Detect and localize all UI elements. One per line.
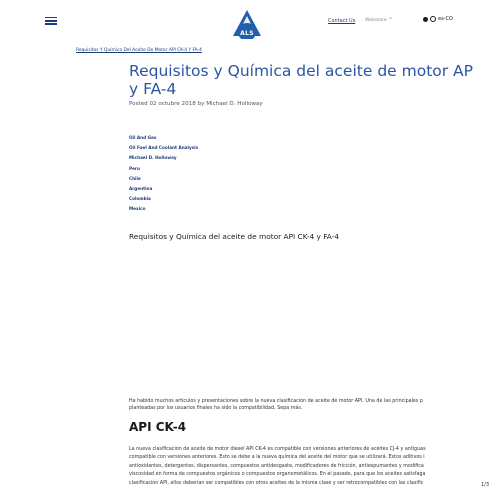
- language-label: es-CO: [438, 16, 453, 22]
- user-icon: [423, 17, 428, 22]
- site-header: [0, 0, 495, 40]
- tag-link[interactable]: Colombia: [129, 196, 151, 202]
- tag-link[interactable]: Peru: [129, 165, 140, 171]
- breadcrumb[interactable]: Requisitos Y Química Del Aceite De Motor API CK-4 Y FA-4: [76, 48, 202, 53]
- page-title: [129, 62, 495, 98]
- body-paragraph: [129, 446, 495, 488]
- webstore-link[interactable]: Webstore ™: [365, 18, 393, 23]
- body-line: clasificación API, ellos deberían ser compatibles con otros aceites de la misma clase y ser retrocompatibles con las clasific: [129, 480, 424, 486]
- intro-line: planteadas por los usuarios finales ha sido la compatibilidad. Sepa más.: [129, 406, 303, 412]
- tag-link[interactable]: Michael D. Holloway: [129, 155, 177, 161]
- page-indicator: 1/3: [481, 482, 490, 488]
- tag-link[interactable]: Argentina: [129, 185, 153, 191]
- body-line: compatible con versiones anteriores. Esto se debe a la nueva química del aceite del motor que se utilizará. Estos aditivos i: [129, 455, 425, 461]
- title-line: Requisitos y Química del aceite de motor AP: [129, 62, 474, 80]
- article-subtitle: Requisitos y Química del aceite de motor API CK-4 y FA-4: [129, 232, 340, 241]
- title-line: y FA-4: [129, 80, 177, 98]
- contact-us-link[interactable]: Contact Us: [328, 18, 356, 24]
- tag-list: [129, 133, 198, 215]
- language-selector[interactable]: [423, 16, 453, 22]
- intro-paragraph: [129, 398, 495, 413]
- logo-text: ALS: [240, 30, 254, 37]
- tag-link[interactable]: Mexico: [129, 206, 146, 212]
- body-line: antioxidantes, detergentes, dispersantes, compuestos antidesgaste, modificadores de fricción, antiespumantes y modifica: [129, 463, 424, 469]
- globe-icon: [430, 16, 436, 22]
- post-meta: Posted 02 octubre 2018 by Michael D. Holloway: [129, 101, 263, 107]
- tag-link[interactable]: Oil Fuel And Coolant Analysis: [129, 145, 199, 151]
- section-heading: API CK-4: [129, 420, 187, 434]
- tag-link[interactable]: Oil And Gas: [129, 135, 157, 140]
- tag-link[interactable]: Chile: [129, 175, 141, 181]
- intro-line: Ha habido muchos artículos y presentaciones sobre la nueva clasificación de aceite de motor API. Una de las principales p: [129, 399, 423, 404]
- als-logo[interactable]: [231, 9, 263, 39]
- menu-icon[interactable]: [45, 17, 57, 25]
- body-line: La nueva clasificación de aceite de motor diesel API CK-4 es compatible con versiones anteriores de aceites CJ-4 y antiguas: [129, 447, 426, 452]
- body-line: viscosidad en forma de compuestos orgánicos o compuestos organometálicos. En el pasado, para que los aceites satisfaga: [129, 472, 426, 478]
